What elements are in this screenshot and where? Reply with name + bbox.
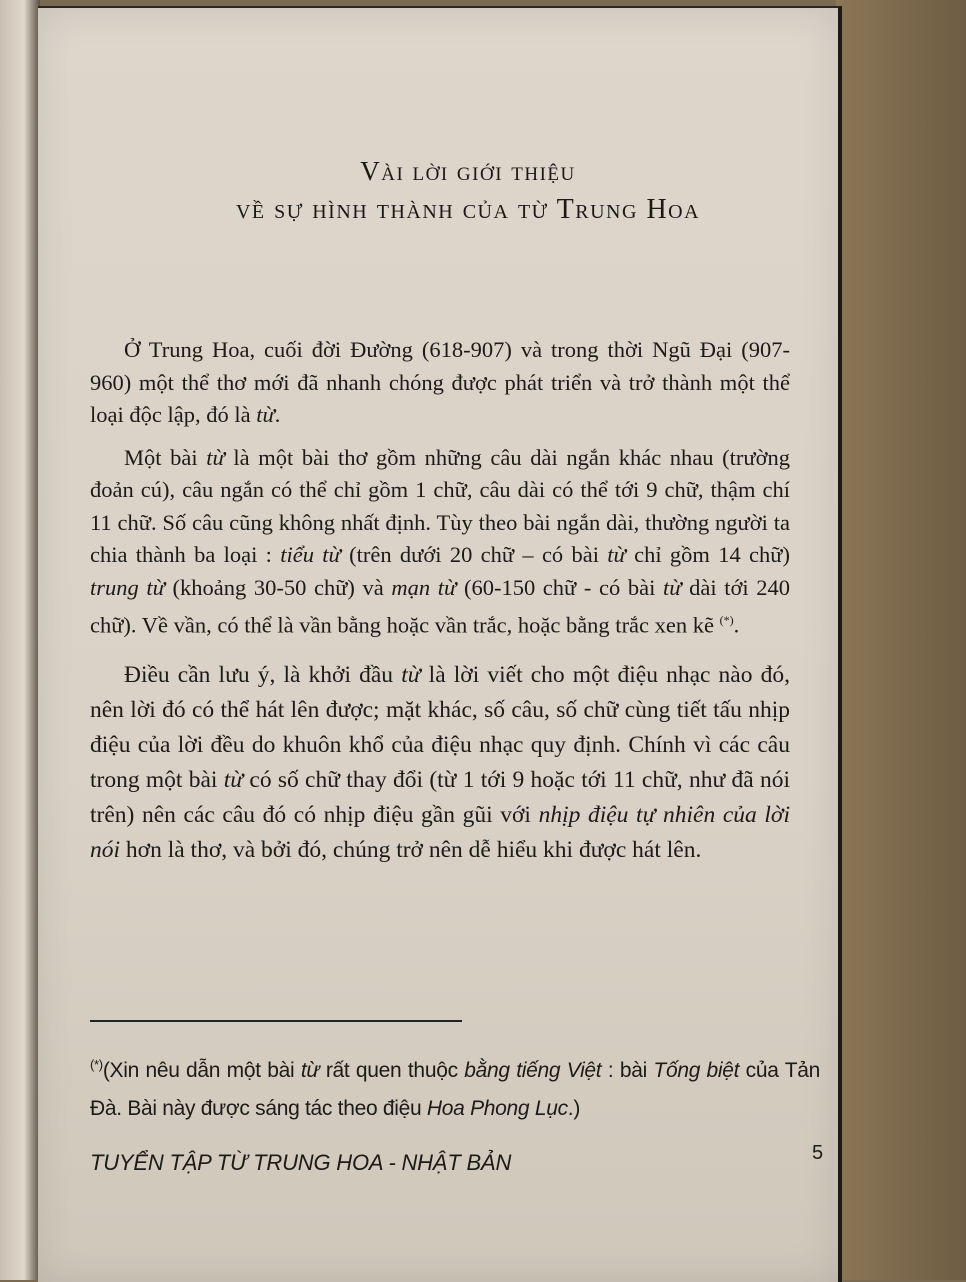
footnote-italic: bằng tiếng Việt xyxy=(464,1059,602,1082)
paragraph-1 xyxy=(90,334,790,432)
background-left-page-edge xyxy=(0,0,40,1280)
paragraph-2 xyxy=(90,442,790,643)
footnote-text: (Xin nêu dẫn một bài xyxy=(102,1059,301,1082)
paragraph-3-text: hơn là thơ, và bởi đó, chúng trở nên dễ hiểu khi được hát lên. xyxy=(120,837,702,863)
paragraph-3-italic: từ xyxy=(223,767,244,793)
paragraph-2-text: Một bài xyxy=(124,444,207,470)
footnote xyxy=(90,1046,820,1128)
paragraph-3 xyxy=(90,658,790,868)
footnote-divider xyxy=(90,1020,462,1022)
paragraph-2-text: (60-150 chữ - có bài xyxy=(456,574,663,600)
paragraph-3-italic: từ xyxy=(401,662,421,688)
paragraph-3-text: có số chữ thay đổi (từ 1 tới 9 hoặc tới 11 chữ, như đã nói trên) nên các câu đó có nhịp điệu gần gũi với xyxy=(90,767,790,828)
footnote-text: của Tản Đà. Bài này được sáng tác theo điệu xyxy=(90,1059,821,1120)
page-number: 5 xyxy=(812,1142,824,1164)
paragraph-2-text: chỉ gồm 14 chữ) xyxy=(625,542,790,567)
footnote-text: : bài xyxy=(601,1059,654,1082)
footnote-italic: Hoa Phong Lục xyxy=(426,1097,568,1120)
footnote-reference: (*) xyxy=(719,613,734,627)
background-table-surface xyxy=(836,0,966,1280)
body-text xyxy=(90,334,790,878)
paragraph-2-italic: từ xyxy=(662,574,682,600)
running-footer-title: TUYỂN TẬP TỪ TRUNG HOA - NHẬT BẢN xyxy=(90,1150,512,1175)
paragraph-3-text: là lời viết cho một điệu nhạc nào đó, nên lời đó có thể hát lên được; mặt khác, số câu, số chữ cùng tiết tấu nhịp điệu của lời đều do khuôn khổ của điệu nhạc quy định. Chính vì các câu trong một bài xyxy=(90,662,790,793)
page-title-line2: về sự hình thành của từ Trung Hoa xyxy=(235,194,701,225)
page-title-line1: Vài lời giới thiệu xyxy=(360,156,576,186)
paragraph-2-text: là một bài thơ gồm những câu dài ngắn khác nhau (trường đoản cú), câu ngắn có thể chỉ gồm 1 chữ, câu dài có thể tới 9 chữ, thậm chí 11 chữ. Số câu cũng không nhất định. Tùy theo bài ngắn dài, thường người ta chia thành ba loại : xyxy=(90,444,790,567)
footnote-text: .) xyxy=(567,1097,581,1120)
paragraph-2-italic: trung từ xyxy=(90,574,165,600)
paragraph-3-text: Điều cần lưu ý, là khởi đầu xyxy=(124,662,402,688)
paragraph-2-italic: tiểu từ xyxy=(280,542,341,567)
paragraph-2-text: dài tới 240 chữ). Về vần, có thể là vần bằng hoặc vần trắc, hoặc bằng trắc xen kẽ xyxy=(90,574,791,638)
paragraph-1-end: . xyxy=(274,402,281,427)
paragraph-2-text: (trên dưới 20 chữ – có bài xyxy=(340,542,608,567)
footnote-italic: từ xyxy=(300,1059,320,1082)
paragraph-2-text: (khoảng 30-50 chữ) và xyxy=(164,574,392,600)
paragraph-2-italic: mạn từ xyxy=(391,574,457,600)
paragraph-3-italic: nhịp điệu tự nhiên của lời nói xyxy=(90,802,790,863)
paragraph-1-text: Ở Trung Hoa, cuối đời Đường (618-907) và trong thời Ngũ Đại (907-960) một thể thơ mới đã nhanh chóng được phát triển và trở thành một thể loại độc lập, đó là xyxy=(90,337,790,427)
paragraph-2-italic: từ xyxy=(206,444,225,470)
footnote-text: rất quen thuộc xyxy=(319,1059,465,1082)
footnote-italic: Tống biệt xyxy=(653,1059,740,1082)
book-page xyxy=(38,6,842,1282)
paragraph-1-italic: từ xyxy=(256,402,275,427)
paragraph-2-italic: từ xyxy=(607,542,626,567)
footnote-mark: (*) xyxy=(90,1057,103,1072)
paragraph-2-end: . xyxy=(733,612,740,638)
